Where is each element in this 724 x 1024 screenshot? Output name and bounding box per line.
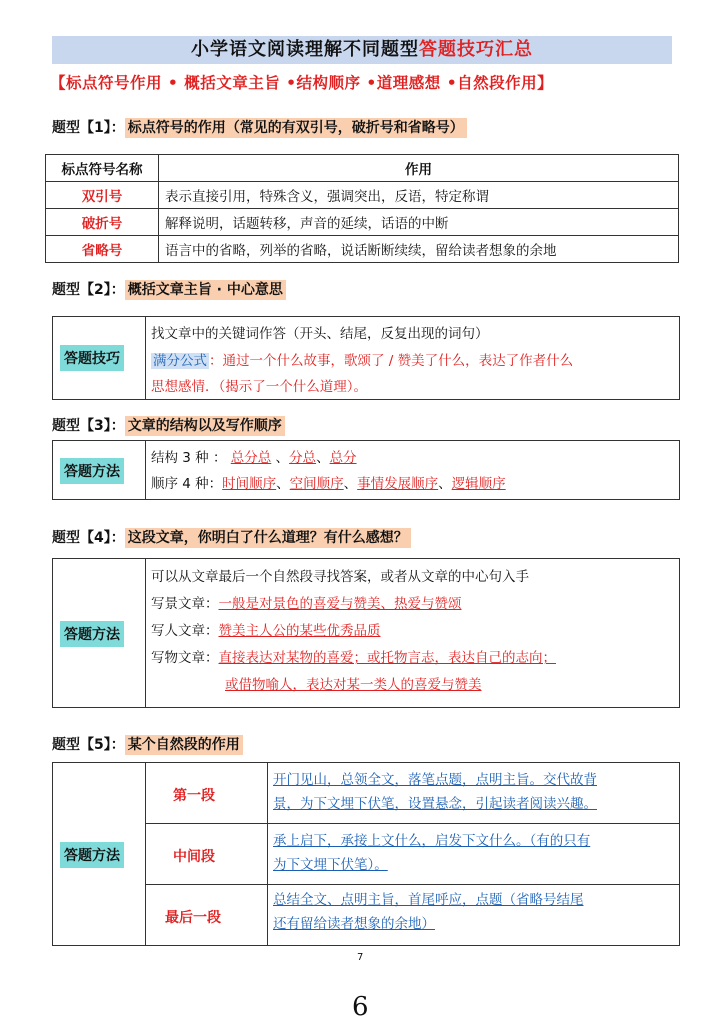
q2-label-cell xyxy=(53,317,146,399)
q5-heading-text: 某个自然段的作用 xyxy=(125,735,243,755)
q5-row-line: 为下文埋下伏笔）。 xyxy=(273,857,388,873)
q4-box xyxy=(52,558,680,708)
q2-prefix: 题型【2】： xyxy=(52,282,125,298)
q5-heading xyxy=(52,733,243,757)
q5-row-name-cell xyxy=(145,885,268,945)
q3-box xyxy=(52,440,680,500)
order-item: 事情发展顺序 xyxy=(357,476,439,492)
q5-row-line: 开门见山，总领全文，落笔点题，点明主旨。交代故背 xyxy=(273,772,597,788)
q5-label: 答题方法 xyxy=(60,842,124,868)
q4-item-text: 直接表达对某物的喜爱；或托物言志，表达自己的志向； xyxy=(218,650,556,666)
q4-prefix: 题型【4】： xyxy=(52,530,125,546)
q4-item-label: 写物文章： xyxy=(151,650,219,666)
subtitle: 【标点符号作用 • 概括文章主旨 •结构顺序 •道理感想 •自然段作用】 xyxy=(50,74,554,92)
q1-prefix: 题型【1】： xyxy=(52,120,125,136)
table-cell-use: 解释说明，话题转移，声音的延续，话语的中断 xyxy=(159,209,679,236)
q2-heading-text: 概括文章主旨 · 中心意思 xyxy=(125,280,286,300)
order-prefix: 顺序 4 种： xyxy=(151,476,223,492)
table-header-name: 标点符号名称 xyxy=(46,155,159,182)
q4-item xyxy=(151,592,462,612)
table-cell-use: 语言中的省略，列举的省略，说话断断续续，留给读者想象的余地 xyxy=(159,236,679,263)
q5-row-name: 中间段 xyxy=(173,849,215,865)
q4-intro: 可以从文章最后一个自然段寻找答案，或者从文章的中心句入手 xyxy=(151,569,529,585)
order-item: 时间顺序 xyxy=(222,476,277,492)
page-number: 6 xyxy=(352,992,369,1022)
q3-heading xyxy=(52,414,285,438)
q4-item xyxy=(151,646,556,666)
structure-item: 总分总 xyxy=(230,450,272,466)
q5-row-line: 还有留给读者想象的余地） xyxy=(273,916,435,932)
q4-extra-line: 或借物喻人，表达对某一类人的喜爱与赞美 xyxy=(225,677,482,693)
q2-line3: 思想感情．（揭示了一个什么道理）。 xyxy=(151,379,367,395)
q3-structure-line: 结构 3 种 ： 总分总 、分总、总分 xyxy=(151,450,357,466)
structure-item: 总分 xyxy=(329,450,357,466)
q5-row xyxy=(145,763,679,824)
footer-small-number: 7 xyxy=(357,952,364,963)
q4-item xyxy=(151,619,381,639)
q5-row-text xyxy=(273,829,590,877)
q3-label: 答题方法 xyxy=(60,458,124,484)
title-highlight: 答题技巧汇总 xyxy=(419,39,533,60)
q5-row-name-cell xyxy=(145,763,268,823)
q4-heading-text: 这段文章，你明白了什么道理？有什么感想？ xyxy=(125,528,411,548)
table-row xyxy=(46,236,679,263)
q5-row-name-cell xyxy=(145,824,268,884)
q5-row-line: 景，为下文埋下伏笔，设置悬念，引起读者阅读兴趣。 xyxy=(273,796,597,812)
q4-item-text: 一般是对景色的喜爱与赞美、热爱与赞颂 xyxy=(218,596,462,612)
q4-item-label: 写景文章： xyxy=(151,596,219,612)
q5-row-text xyxy=(273,888,584,936)
q4-heading xyxy=(52,526,411,550)
q5-row xyxy=(145,824,679,885)
q4-item-text: 赞美主人公的某些优秀品质 xyxy=(218,623,381,639)
q2-formula-line xyxy=(151,349,573,369)
table-row xyxy=(46,182,679,209)
q5-row-name: 最后一段 xyxy=(165,910,221,926)
q2-line1: 找文章中的关键词作答（开头、结尾，反复出现的词句） xyxy=(151,326,489,342)
q2-heading xyxy=(52,278,286,302)
table-cell-name: 双引号 xyxy=(46,182,159,209)
table-row xyxy=(46,209,679,236)
q5-row-line: 总结全文、点明主旨，首尾呼应，点题（省略号结尾 xyxy=(273,892,584,908)
structure-item: 分总 xyxy=(289,450,317,466)
q4-label-cell xyxy=(53,559,146,707)
table-cell-name: 破折号 xyxy=(46,209,159,236)
order-item: 空间顺序 xyxy=(289,476,344,492)
q5-row xyxy=(145,885,679,945)
formula-label: 满分公式 xyxy=(153,353,207,369)
q1-heading-text: 标点符号的作用（常见的有双引号，破折号和省略号） xyxy=(125,118,467,138)
q1-heading xyxy=(52,116,467,140)
q3-order-line: 顺序 4 种：时间顺序、空间顺序、事情发展顺序、逻辑顺序 xyxy=(151,476,506,492)
q2-label: 答题技巧 xyxy=(60,345,124,371)
q2-box xyxy=(52,316,680,400)
table-header-row xyxy=(46,155,679,182)
q5-label-cell xyxy=(53,763,146,945)
q3-label-cell xyxy=(53,441,146,499)
q5-row-name: 第一段 xyxy=(173,788,215,804)
table-cell-name: 省略号 xyxy=(46,236,159,263)
order-item: 逻辑顺序 xyxy=(451,476,506,492)
page-title xyxy=(52,36,672,64)
q5-box xyxy=(52,762,680,946)
table-header-use: 作用 xyxy=(159,155,679,182)
q4-label: 答题方法 xyxy=(60,621,124,647)
q3-prefix: 题型【3】： xyxy=(52,418,125,434)
q5-prefix: 题型【5】： xyxy=(52,737,125,753)
q5-row-text xyxy=(273,768,597,816)
structure-prefix: 结构 3 种 ： xyxy=(151,450,227,466)
table-cell-use: 表示直接引用，特殊含义，强调突出，反语，特定称谓 xyxy=(159,182,679,209)
q3-heading-text: 文章的结构以及写作顺序 xyxy=(125,416,285,436)
formula-text: ：通过一个什么故事，歌颂了 / 赞美了什么，表达了作者什么 xyxy=(209,353,574,369)
punctuation-table xyxy=(45,154,679,263)
q4-item-label: 写人文章： xyxy=(151,623,219,639)
q5-row-line: 承上启下，承接上文什么，启发下文什么。（有的只有 xyxy=(273,833,591,849)
title-main: 小学语文阅读理解不同题型 xyxy=(191,39,419,60)
